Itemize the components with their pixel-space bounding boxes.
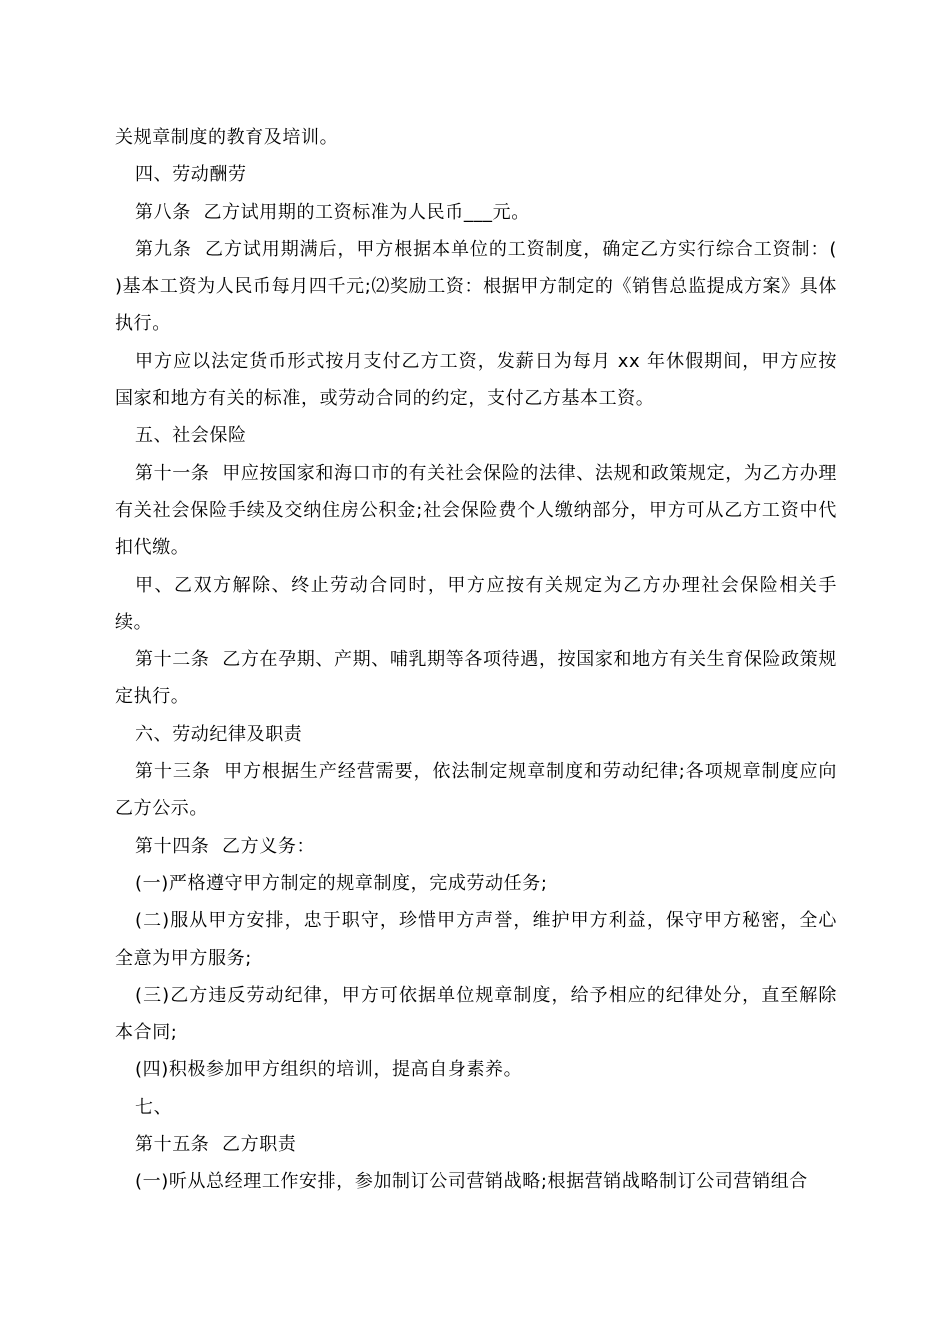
section-heading-4: 四、劳动酬劳: [135, 164, 247, 186]
section-heading-6: 六、劳动纪律及职责: [135, 723, 303, 745]
article-12: 第十二条 乙方在孕期、产期、哺乳期等各项待遇，按国家和地方有关生育保险政策规定执行。: [115, 649, 837, 708]
article-15: 第十五条 乙方职责: [135, 1134, 297, 1156]
obligation-item-4: (四)积极参加甲方组织的培训，提高自身素养。: [135, 1059, 523, 1081]
article-8: 第八条 乙方试用期的工资标准为人民币___元。: [135, 201, 530, 223]
paragraph-wage-payment: 甲方应以法定货币形式按月支付乙方工资，发薪日为每月 xx 年休假期间，甲方应按国家和地方有关的标准，或劳动合同的约定，支付乙方基本工资。: [115, 350, 837, 410]
article-13: 第十三条 甲方根据生产经营需要，依法制定规章制度和劳动纪律;各项规章制度应向乙方公示。: [115, 761, 837, 820]
article-14: 第十四条 乙方义务：: [135, 835, 316, 857]
section-heading-5: 五、社会保险: [135, 425, 247, 447]
duty-item-1: (一)听从总经理工作安排，参加制订公司营销战略;根据营销战略制订公司营销组合: [135, 1171, 808, 1193]
paragraph-contract-termination: 甲、乙双方解除、终止劳动合同时，甲方应按有关规定为乙方办理社会保险相关手续。: [115, 574, 837, 633]
obligation-item-3: (三)乙方违反劳动纪律，甲方可依据单位规章制度，给予相应的纪律处分，直至解除本合同;: [115, 984, 837, 1044]
article-9: 第九条 乙方试用期满后，甲方根据本单位的工资制度，确定乙方实行综合工资制：( )基本工资为人民币每月四千元;⑵奖励工资：根据甲方制定的《销售总监提成方案》具体执行。: [115, 238, 844, 335]
obligation-item-1: (一)严格遵守甲方制定的规章制度，完成劳动任务;: [135, 872, 548, 894]
article-11: 第十一条 甲应按国家和海口市的有关社会保险的法律、法规和政策规定，为乙方办理有关社会保险手续及交纳住房公积金;社会保险费个人缴纳部分，甲方可从乙方工资中代扣代缴。: [115, 462, 837, 559]
obligation-item-2: (二)服从甲方安排，忠于职守，珍惜甲方声誉，维护甲方利益，保守甲方秘密，全心全意为甲方服务;: [115, 910, 837, 969]
section-heading-7: 七、: [135, 1096, 173, 1118]
document-page: [115, 119, 844, 1201]
paragraph-continuation: 关规章制度的教育及培训。: [115, 127, 339, 148]
